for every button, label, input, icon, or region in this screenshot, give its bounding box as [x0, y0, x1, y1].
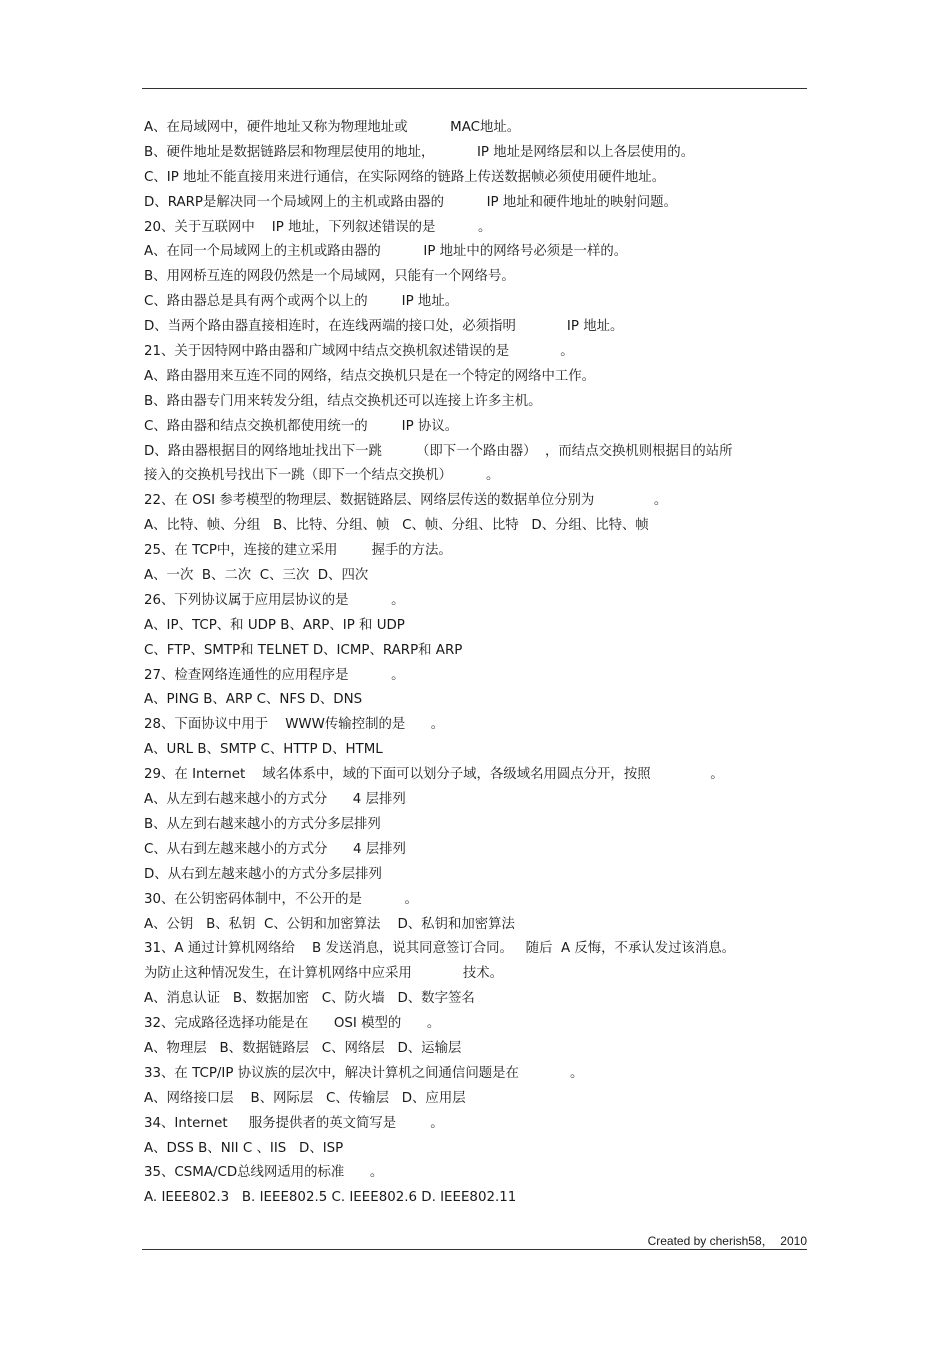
- header-rule: [142, 88, 807, 89]
- text-line: 27、检查网络连通性的应用程序是 。: [144, 667, 405, 683]
- document-body: [144, 116, 804, 1211]
- text-line: A、从左到右越来越小的方式分 4 层排列: [144, 792, 406, 808]
- text-line: A. IEEE802.3 B. IEEE802.5 C. IEEE802.6 D. IEEE802.11: [144, 1190, 517, 1206]
- page-footer: Created by cherish58， 2010: [647, 1234, 807, 1248]
- text-line: A、网络接口层 B、网际层 C、传输层 D、应用层: [144, 1090, 466, 1106]
- text-line: 22、在 OSI 参考模型的物理层、数据链路层、网络层传送的数据单位分别为 。: [144, 493, 668, 509]
- footer-rule: [142, 1249, 807, 1250]
- text-line: 28、下面协议中用于 WWW传输控制的是 。: [144, 717, 445, 733]
- text-line: D、路由器根据目的网络地址找出下一跳 （即下一个路由器） ，而结点交换机则根据目的站所: [144, 443, 733, 459]
- text-line: 32、完成路径选择功能是在 OSI 模型的 。: [144, 1016, 441, 1032]
- text-line: 34、Internet 服务提供者的英文简写是 。: [144, 1115, 444, 1131]
- text-line: B、从左到右越来越小的方式分多层排列: [144, 816, 381, 832]
- text-line: A、公钥 B、私钥 C、公钥和加密算法 D、私钥和加密算法: [144, 916, 515, 932]
- text-line: A、消息认证 B、数据加密 C、防火墙 D、数字签名: [144, 991, 475, 1007]
- text-line: D、当两个路由器直接相连时，在连线两端的接口处，必须指明 IP 地址。: [144, 319, 624, 335]
- text-line: 30、在公钥密码体制中，不公开的是 。: [144, 891, 418, 907]
- text-line: A、路由器用来互连不同的网络，结点交换机只是在一个特定的网络中工作。: [144, 368, 596, 384]
- text-line: A、物理层 B、数据链路层 C、网络层 D、运输层: [144, 1040, 462, 1056]
- text-line: C、FTP、SMTP和 TELNET D、ICMP、RARP和 ARP: [144, 642, 463, 658]
- text-line: 21、关于因特网中路由器和广域网中结点交换机叙述错误的是 。: [144, 344, 574, 360]
- text-line: A、PING B、ARP C、NFS D、DNS: [144, 692, 363, 708]
- text-line: B、用网桥互连的网段仍然是一个局域网，只能有一个网络号。: [144, 269, 515, 285]
- text-line: 20、关于互联网中 IP 地址，下列叙述错误的是 。: [144, 219, 492, 235]
- text-line: A、在局域网中，硬件地址又称为物理地址或 MAC地址。: [144, 120, 521, 135]
- text-line: D、从右到左越来越小的方式分多层排列: [144, 866, 382, 882]
- text-line: 29、在 Internet 域名体系中，域的下面可以划分子域，各级域名用圆点分开，按照 。: [144, 767, 724, 783]
- text-line: 26、下列协议属于应用层协议的是 。: [144, 592, 405, 608]
- text-line: C、IP 地址不能直接用来进行通信，在实际网络的链路上传送数据帧必须使用硬件地址。: [144, 169, 666, 185]
- text-line: A、URL B、SMTP C、HTTP D、HTML: [144, 742, 383, 758]
- text-line: B、硬件地址是数据链路层和物理层使用的地址， IP 地址是网络层和以上各层使用的。: [144, 144, 695, 160]
- text-line: C、路由器和结点交换机都使用统一的 IP 协议。: [144, 418, 459, 434]
- text-line: 33、在 TCP/IP 协议族的层次中，解决计算机之间通信问题是在 。: [144, 1065, 584, 1081]
- text-line: C、从右到左越来越小的方式分 4 层排列: [144, 841, 406, 857]
- text-line: 35、CSMA/CD总线网适用的标准 。: [144, 1165, 384, 1181]
- text-line: A、DSS B、NII C 、IIS D、ISP: [144, 1140, 344, 1156]
- text-line: 接入的交换机号找出下一跳（即下一个结点交换机） 。: [144, 468, 500, 484]
- text-line: B、路由器专门用来转发分组，结点交换机还可以连接上许多主机。: [144, 393, 542, 409]
- text-line: C、路由器总是具有两个或两个以上的 IP 地址。: [144, 294, 459, 310]
- text-line: D、RARP是解决同一个局域网上的主机或路由器的 IP 地址和硬件地址的映射问题。: [144, 194, 677, 210]
- text-line: A、在同一个局域网上的主机或路由器的 IP 地址中的网络号必须是一样的。: [144, 244, 628, 260]
- text-line: 25、在 TCP中，连接的建立采用 握手的方法。: [144, 543, 452, 559]
- text-line: 31、A 通过计算机网络给 B 发送消息，说其同意签订合同。 随后 A 反悔，不承认发过该消息。: [144, 941, 736, 957]
- text-line: 为防止这种情况发生，在计算机网络中应采用 技术。: [144, 966, 504, 982]
- text-line: A、一次 B、二次 C、三次 D、四次: [144, 568, 369, 584]
- text-line: A、IP、TCP、和 UDP B、ARP、IP 和 UDP: [144, 617, 405, 633]
- text-line: A、比特、帧、分组 B、比特、分组、帧 C、帧、分组、比特 D、分组、比特、帧: [144, 518, 649, 534]
